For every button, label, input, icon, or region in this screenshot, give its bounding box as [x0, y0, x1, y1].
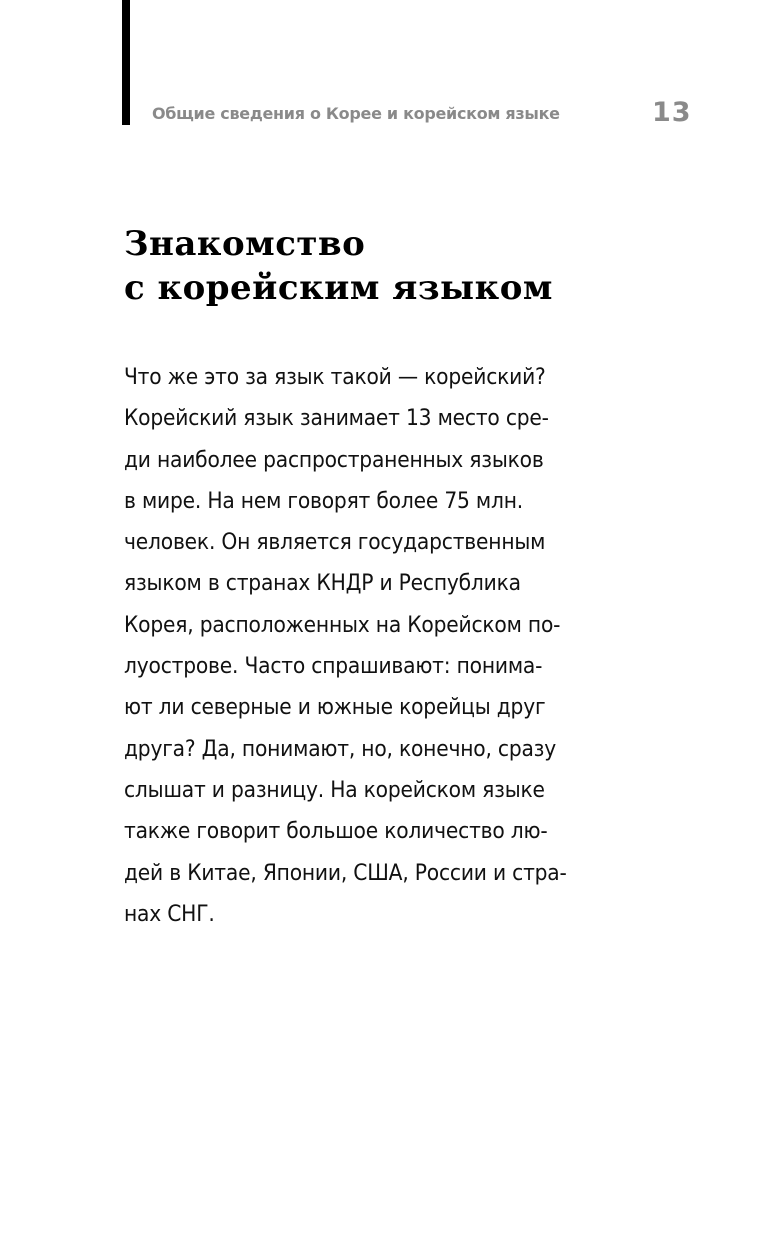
text-line: Корея, расположенных на Корейском по- — [124, 611, 561, 638]
text-line: луострове. Часто спрашивают: понима- — [124, 653, 543, 680]
text-line: ют ли северные и южные корейцы друг — [124, 694, 546, 721]
text-line: человек. Он является государственным — [124, 529, 546, 556]
text-line: языком в странах КНДР и Республика — [124, 570, 521, 597]
section-title — [124, 222, 644, 310]
text-line: Что же это за язык такой — корейский? — [124, 364, 546, 390]
text-line: друга? Да, понимают, но, конечно, сразу — [124, 735, 557, 762]
text-line: нах СНГ. — [124, 900, 215, 927]
header-vertical-rule — [122, 0, 130, 125]
running-header: Общие сведения о Корее и корейском языке — [152, 104, 560, 123]
page-number: 13 — [652, 97, 692, 128]
text-line: слышат и разницу. На корейском языке — [124, 776, 545, 803]
section-title-line: Знакомство — [124, 224, 366, 264]
section-title-line: с корейским языком — [124, 268, 553, 308]
body-paragraph — [124, 357, 644, 935]
text-line: дей в Китае, Японии, США, России и стра- — [124, 859, 567, 886]
text-line: также говорит большое количество лю- — [124, 818, 548, 845]
text-line: в мире. На нем говорят более 75 млн. — [124, 487, 523, 514]
text-line: Корейский язык занимает 13 место сре- — [124, 405, 549, 432]
text-line: ди наиболее распространенных языков — [124, 446, 544, 473]
